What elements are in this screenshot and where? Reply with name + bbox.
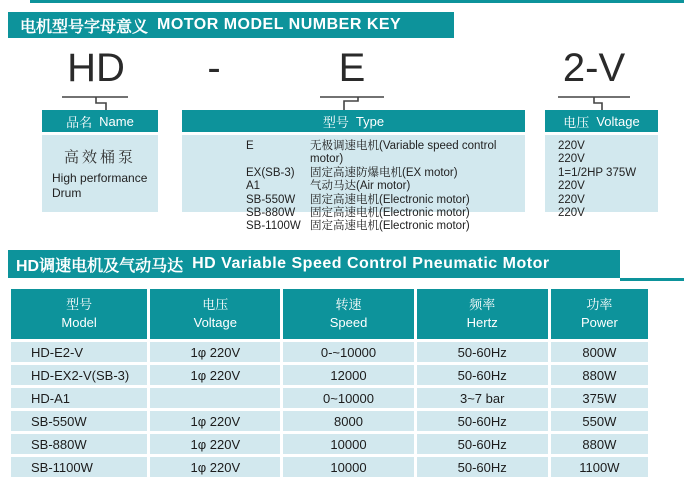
cell-power: 1100W (551, 457, 648, 477)
col-header-hertz (417, 289, 548, 339)
product-name-en1: High performance (52, 171, 148, 185)
cell-voltage: 1φ 220V (150, 411, 280, 431)
cell-model: HD-E2-V (11, 342, 147, 362)
type-code: SB-1100W (246, 220, 301, 233)
section2-title-bar (8, 250, 620, 278)
voltage-line: 220V (558, 207, 585, 220)
section2-title-en: HD Variable Speed Control Pneumatic Motor (192, 255, 550, 272)
section2-title-zh: HD调速电机及气动马达 (16, 257, 184, 275)
col-header-zh: 功率 (586, 297, 613, 312)
cell-speed: 10000 (283, 434, 413, 454)
type-row (182, 180, 525, 193)
cell-voltage (150, 388, 280, 408)
section1-title-en: MOTOR MODEL NUMBER KEY (157, 16, 402, 33)
name-header-zh: 品名 (66, 114, 93, 130)
cell-hertz: 50-60Hz (417, 365, 548, 385)
cell-voltage: 1φ 220V (150, 342, 280, 362)
cell-power: 800W (551, 342, 648, 362)
name-column-header (42, 110, 158, 132)
type-code: SB-880W (246, 207, 296, 220)
voltage-content-box (545, 135, 658, 220)
table-row (11, 388, 648, 408)
cell-hertz: 50-60Hz (417, 457, 548, 477)
type-code: A1 (246, 180, 261, 193)
cell-voltage: 1φ 220V (150, 457, 280, 477)
type-desc: 固定高速电机(Electronic motor) (310, 220, 470, 233)
type-header-zh: 型号 (322, 114, 349, 130)
voltage-header-en: Voltage (596, 113, 640, 129)
cell-voltage: 1φ 220V (150, 365, 280, 385)
voltage-header-zh: 电压 (563, 114, 590, 130)
type-code: EX(SB-3) (246, 166, 295, 179)
cell-model: SB-1100W (11, 457, 147, 477)
spec-table-header-row (11, 289, 648, 339)
cell-model: SB-550W (11, 411, 147, 431)
cell-power: 880W (551, 365, 648, 385)
col-header-en: Speed (329, 315, 368, 330)
type-row (182, 140, 525, 167)
type-desc: 气动马达(Air motor) (310, 180, 411, 193)
spec-table (8, 286, 651, 480)
cell-power: 550W (551, 411, 648, 431)
col-header-en: Power (580, 315, 618, 330)
product-name-en2: Drum (52, 186, 82, 200)
cell-hertz: 3~7 bar (417, 388, 548, 408)
col-header-zh: 电压 (202, 297, 229, 312)
col-header-zh: 型号 (66, 297, 93, 312)
col-header-power (551, 289, 648, 339)
cell-model: SB-880W (11, 434, 147, 454)
model-part-e: E (338, 46, 366, 90)
table-row (11, 434, 648, 454)
cell-speed: 8000 (283, 411, 413, 431)
voltage-line: 220V (558, 140, 585, 152)
col-header-voltage (150, 289, 280, 339)
cell-speed: 0-~10000 (283, 342, 413, 362)
type-desc: 无极调速电机(Variable speed control motor) (310, 140, 497, 166)
section1-title-bar (8, 12, 454, 38)
section1-title-zh: 电机型号字母意义 (20, 18, 149, 36)
model-part-2v: 2-V (562, 46, 626, 90)
type-code: E (246, 140, 254, 152)
model-part-dash: - (207, 46, 221, 90)
cell-hertz: 50-60Hz (417, 411, 548, 431)
type-content-box (182, 135, 525, 233)
cell-voltage: 1φ 220V (150, 434, 280, 454)
type-desc: 固定高速防爆电机(EX motor) (310, 166, 458, 179)
name-content-box (42, 135, 158, 212)
type-desc: 固定高速电机(Electronic motor) (310, 193, 470, 206)
model-part-hd: HD (67, 46, 125, 90)
type-desc: 固定高速电机(Electronic motor) (310, 207, 470, 220)
cell-speed: 12000 (283, 365, 413, 385)
col-header-model (11, 289, 147, 339)
type-column-header (182, 110, 525, 132)
voltage-line: 1=1/2HP 375W (558, 166, 637, 179)
type-row (182, 167, 525, 180)
table-row (11, 457, 648, 477)
cell-model: HD-EX2-V(SB-3) (11, 365, 147, 385)
cell-model: HD-A1 (11, 388, 147, 408)
col-header-en: Hertz (466, 315, 498, 330)
cell-speed: 10000 (283, 457, 413, 477)
col-header-en: Model (61, 315, 97, 330)
col-header-zh: 转速 (335, 297, 362, 312)
top-divider-line (30, 0, 684, 3)
cell-hertz: 50-60Hz (417, 434, 548, 454)
type-row (182, 207, 525, 220)
col-header-en: Voltage (193, 315, 237, 330)
name-header-en: Name (99, 113, 134, 129)
type-row (182, 220, 525, 233)
type-row (182, 194, 525, 207)
type-code: SB-550W (246, 193, 296, 206)
product-name-zh: 高效桶泵 (64, 150, 137, 166)
table-row (11, 411, 648, 431)
voltage-line: 220V (558, 153, 585, 166)
voltage-line: 220V (558, 180, 585, 193)
col-header-zh: 频率 (469, 297, 496, 312)
type-header-en: Type (355, 113, 385, 129)
cell-hertz: 50-60Hz (417, 342, 548, 362)
voltage-line: 220V (558, 193, 585, 206)
table-row (11, 342, 648, 362)
section2-bar-tail-line (620, 278, 684, 281)
voltage-column-header (545, 110, 658, 132)
cell-power: 375W (551, 388, 648, 408)
cell-power: 880W (551, 434, 648, 454)
cell-speed: 0~10000 (283, 388, 413, 408)
table-row (11, 365, 648, 385)
col-header-speed (283, 289, 413, 339)
